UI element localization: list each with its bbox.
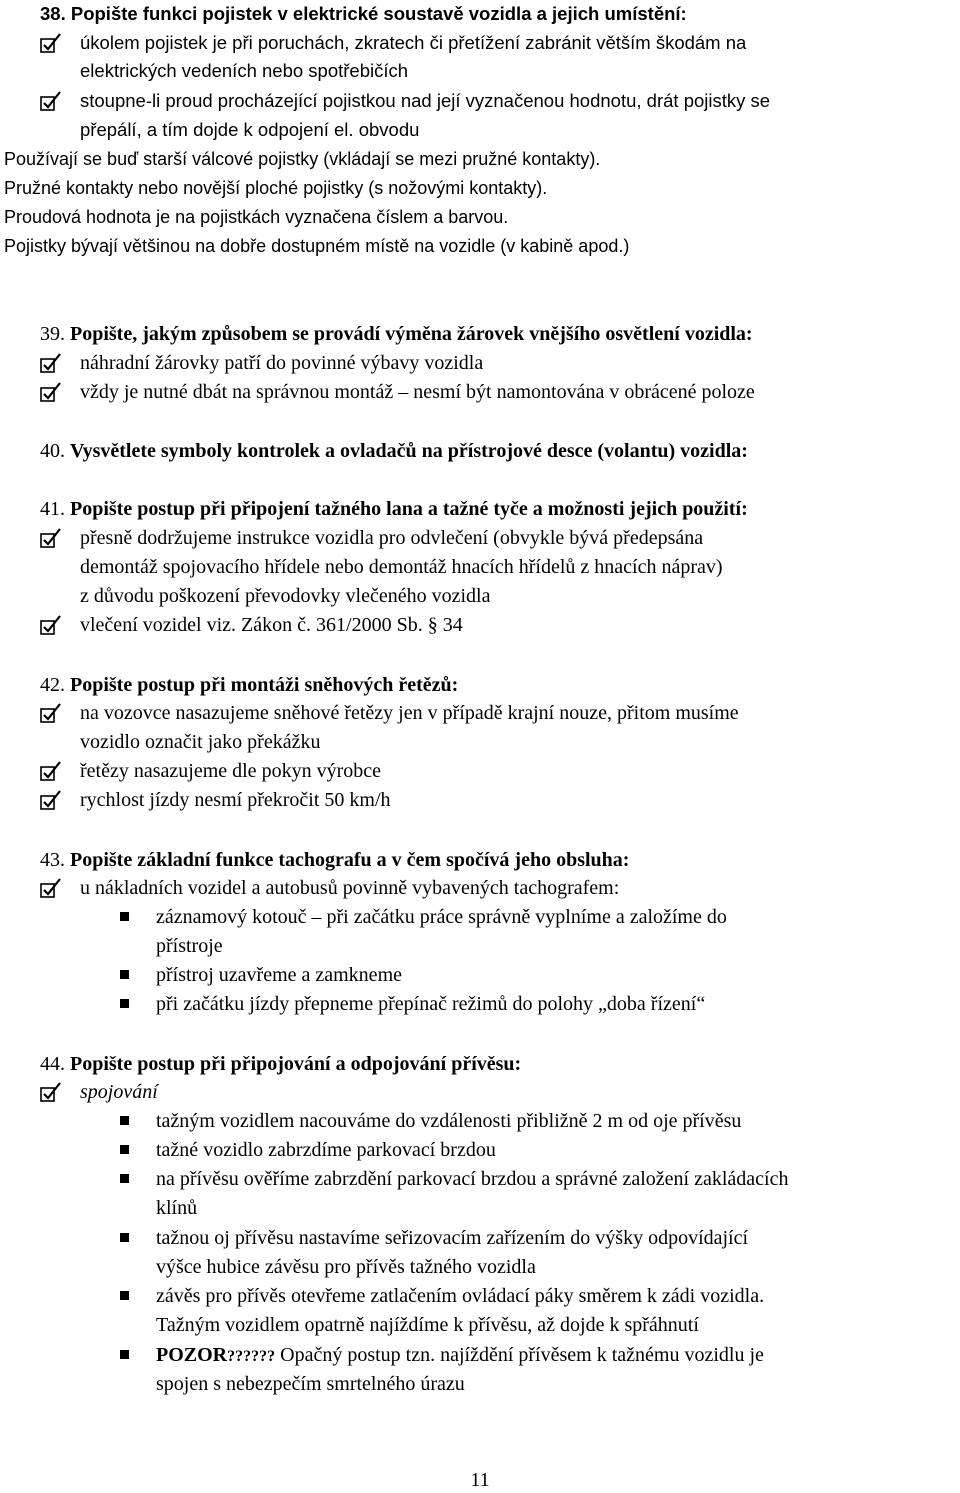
- q44-subitem-5-line-2: Tažným vozidlem opatrně najíždíme k přívěsu, až dojde k spřáhnutí: [156, 1314, 699, 1336]
- q41-item-1-line-2: demontáž spojovacího hřídele nebo demontáž hnacích hřídelů z hnacích náprav): [80, 556, 723, 578]
- warning-label: POZOR: [156, 1344, 228, 1366]
- q39-item-2: vždy je nutné dbát na správnou montáž – nesmí být namontována v obrácené poloze: [80, 381, 755, 403]
- checked-box-icon: [40, 382, 62, 402]
- q42-item-3: rychlost jízdy nesmí překročit 50 km/h: [80, 789, 391, 811]
- q44-item: spojování: [80, 1081, 158, 1103]
- square-bullet-icon: [120, 999, 129, 1008]
- q39-item-1: náhradní žárovky patří do povinné výbavy vozidla: [80, 352, 484, 374]
- q43-heading: [40, 848, 629, 872]
- q38-paragraph-3: Proudová hodnota je na pojistkách vyznačena číslem a barvou.: [4, 207, 509, 227]
- square-bullet-icon: [120, 1233, 129, 1242]
- q43-item: u nákladních vozidel a autobusů povinně vybavených tachografem:: [80, 877, 620, 899]
- q39-heading: [40, 322, 753, 346]
- warning-text: Opačný postup tzn. najíždění přívěsem k tažnému vozidlu je: [275, 1344, 764, 1366]
- q39-title: Popište, jakým způsobem se provádí výměna žárovek vnějšího osvětlení vozidla:: [70, 323, 753, 345]
- square-bullet-icon: [120, 1116, 129, 1125]
- q44-subitem-3-line-1: na přívěsu ověříme zabrzdění parkovací brzdou a správné založení zakládacích: [156, 1168, 789, 1190]
- q38-paragraph-1: Používají se buď starší válcové pojistky (vkládají se mezi pružné kontakty).: [4, 149, 601, 169]
- square-bullet-icon: [120, 970, 129, 979]
- checked-box-icon: [40, 91, 62, 111]
- q44-subitem-4-line-1: tažnou oj přívěsu nastavíme seřizovacím zařízením do výšky odpovídající: [156, 1227, 749, 1249]
- q38-item-1-line-1: úkolem pojistek je při poruchách, zkratech či přetížení zabránit větším škodám na: [80, 32, 747, 53]
- q44-number: 44.: [40, 1053, 65, 1075]
- q42-title: Popište postup při montáži sněhových řetězů:: [70, 674, 459, 696]
- warning-marks: ??????: [227, 1348, 276, 1365]
- q41-item-1-line-3: z důvodu poškození převodovky vlečeného vozidla: [80, 585, 491, 607]
- checked-box-icon: [40, 528, 62, 548]
- q41-item-2: vlečení vozidel viz. Zákon č. 361/2000 Sb. § 34: [80, 614, 463, 636]
- q44-subitem-2: tažné vozidlo zabrzdíme parkovací brzdou: [156, 1139, 496, 1161]
- checked-box-icon: [40, 615, 62, 635]
- q42-heading: [40, 673, 458, 697]
- square-bullet-icon: [120, 1350, 129, 1359]
- q44-title: Popište postup při připojování a odpojování přívěsu:: [70, 1053, 522, 1075]
- q41-heading: [40, 497, 748, 521]
- q44-subitem-4-line-2: výšce hubice závěsu pro přívěs tažného vozidla: [156, 1256, 536, 1278]
- q42-item-2: řetězy nasazujeme dle pokyn výrobce: [80, 760, 381, 782]
- q41-title: Popište postup při připojení tažného lana a tažné tyče a možnosti jejich použití:: [70, 498, 748, 520]
- q44-subitem-5-line-1: závěs pro přívěs otevřeme zatlačením ovládací páky směrem k zádi vozidla.: [156, 1285, 765, 1307]
- q38-paragraph-2: Pružné kontakty nebo novější ploché pojistky (s nožovými kontakty).: [4, 178, 548, 198]
- q38-item-2-line-2: přepálí, a tím dojde k odpojení el. obvodu: [80, 119, 420, 140]
- page-number: 11: [470, 1469, 490, 1491]
- q40-heading: [40, 439, 748, 463]
- q43-subitem-2: přístroj uzavřeme a zamkneme: [156, 964, 402, 986]
- q43-subitem-1-line-2: přístroje: [156, 935, 223, 957]
- q38-paragraph-4: Pojistky bývají většinou na dobře dostupném místě na vozidle (v kabině apod.): [4, 236, 630, 256]
- checked-box-icon: [40, 878, 62, 898]
- checked-box-icon: [40, 761, 62, 781]
- checked-box-icon: [40, 353, 62, 373]
- q40-title: Vysvětlete symboly kontrolek a ovladačů na přístrojové desce (volantu) vozidla:: [70, 440, 748, 462]
- q42-item-1-line-2: vozidlo označit jako překážku: [80, 731, 321, 753]
- q43-subitem-1-line-1: záznamový kotouč – při začátku práce správně vyplníme a založíme do: [156, 906, 727, 928]
- q44-warning-line-1: [156, 1343, 764, 1369]
- q38-item-2-line-1: stoupne-li proud procházející pojistkou nad její vyznačenou hodnotu, drát pojistky se: [80, 90, 771, 111]
- checked-box-icon: [40, 790, 62, 810]
- q41-item-1-line-1: přesně dodržujeme instrukce vozidla pro odvlečení (obvykle bývá předepsána: [80, 527, 704, 549]
- square-bullet-icon: [120, 1145, 129, 1154]
- checked-box-icon: [40, 33, 62, 53]
- q41-number: 41.: [40, 498, 65, 520]
- q38-item-1-line-2: elektrických vedeních nebo spotřebičích: [80, 60, 409, 81]
- q38-heading: 38. Popište funkci pojistek v elektrické soustavě vozidla a jejich umístění:: [40, 3, 687, 24]
- square-bullet-icon: [120, 1174, 129, 1183]
- q44-subitem-1: tažným vozidlem nacouváme do vzdálenosti přibližně 2 m od oje přívěsu: [156, 1110, 742, 1132]
- q39-number: 39.: [40, 323, 65, 345]
- q44-warning-line-2: spojen s nebezpečím smrtelného úrazu: [156, 1373, 465, 1395]
- q42-item-1-line-1: na vozovce nasazujeme sněhové řetězy jen v případě krajní nouze, přitom musíme: [80, 702, 739, 724]
- square-bullet-icon: [120, 1291, 129, 1300]
- square-bullet-icon: [120, 912, 129, 921]
- q42-number: 42.: [40, 674, 65, 696]
- q43-subitem-3: při začátku jízdy přepneme přepínač režimů do polohy „doba řízení“: [156, 993, 706, 1015]
- q43-title: Popište základní funkce tachografu a v čem spočívá jeho obsluha:: [70, 849, 630, 871]
- q44-subitem-3-line-2: klínů: [156, 1197, 198, 1219]
- q40-number: 40.: [40, 440, 65, 462]
- checked-box-icon: [40, 1082, 62, 1102]
- checked-box-icon: [40, 703, 62, 723]
- q43-number: 43.: [40, 849, 65, 871]
- q44-heading: [40, 1052, 521, 1076]
